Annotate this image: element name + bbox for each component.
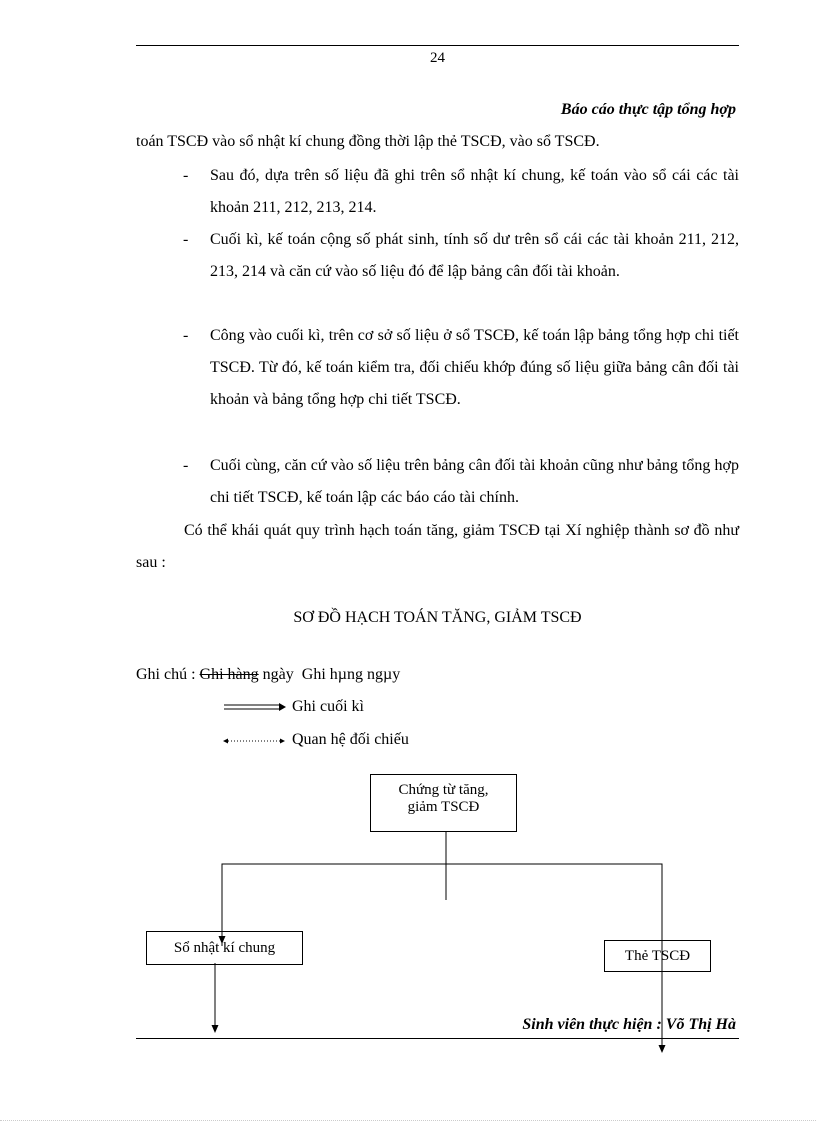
page-edge xyxy=(0,1120,816,1121)
bullet-dash: - xyxy=(183,327,189,344)
intro-line: toán TSCĐ vào sổ nhật kí chung đồng thời lập thẻ TSCĐ, vào sổ TSCĐ. xyxy=(136,133,600,150)
bullet-dash: - xyxy=(183,167,189,184)
running-header-title: Báo cáo thực tập tổng hợp xyxy=(560,101,736,118)
bullet-text: Cuối cùng, căn cứ vào số liệu trên bảng cân đối tài khoản cũng như bảng tổng hợp chi tiết TSCĐ, kế toán lập các báo cáo tài chính. xyxy=(210,457,739,506)
box-asset-card xyxy=(604,940,711,972)
legend-daily-rest: ngày xyxy=(262,666,294,683)
box-source-documents xyxy=(370,774,517,832)
diagram-title: SƠ ĐỒ HẠCH TOÁN TĂNG, GIẢM TSCĐ xyxy=(293,609,582,626)
bullet-dash: - xyxy=(183,231,189,248)
legend-period-end: Ghi cuối kì xyxy=(292,698,364,715)
bullet-text: Cuối kì, kế toán cộng số phát sinh, tính số dư trên sổ cái các tài khoản 211, 212, 213, 214 và căn cứ vào số liệu đó để lập bảng cân đối tài khoản. xyxy=(210,231,739,280)
legend-daily-strike: Ghi hàng xyxy=(199,666,259,683)
box-general-journal-label: Sổ nhật kí chung xyxy=(173,940,276,956)
page-number: 24 xyxy=(430,50,445,66)
box-asset-card-label: Thẻ TSCĐ xyxy=(624,948,691,964)
bullet-text: Sau đó, dựa trên số liệu đã ghi trên sổ nhật kí chung, kế toán vào sổ cái các tài khoản 211, 212, 213, 214. xyxy=(210,167,739,216)
legend-reconcile: Quan hệ đối chiếu xyxy=(292,731,409,748)
legend-daily-extra: Ghi hµng ngµy xyxy=(301,666,401,683)
closing-paragraph: Có thể khái quát quy trình hạch toán tăng, giảm TSCĐ tại Xí nghiệp thành sơ đồ như sau : xyxy=(136,522,739,571)
legend-label: Ghi chú : xyxy=(136,666,196,683)
box-source-line-1: Chứng từ tăng, xyxy=(398,782,489,798)
footer-author: Sinh viên thực hiện : Võ Thị Hà xyxy=(522,1016,736,1033)
box-general-journal xyxy=(146,931,303,965)
bottom-rule xyxy=(136,1038,739,1039)
box-source-line-2: giảm TSCĐ xyxy=(407,799,480,815)
bullet-text: Công vào cuối kì, trên cơ sở số liệu ở sổ TSCĐ, kế toán lập bảng tổng hợp chi tiết TSCĐ. Từ đó, kế toán kiểm tra, đối chiếu khớp đúng số liệu giữa bảng cân đối tài khoản và bảng tổng hợp chi tiết TSCĐ. xyxy=(210,327,739,408)
bullet-dash: - xyxy=(183,457,189,474)
